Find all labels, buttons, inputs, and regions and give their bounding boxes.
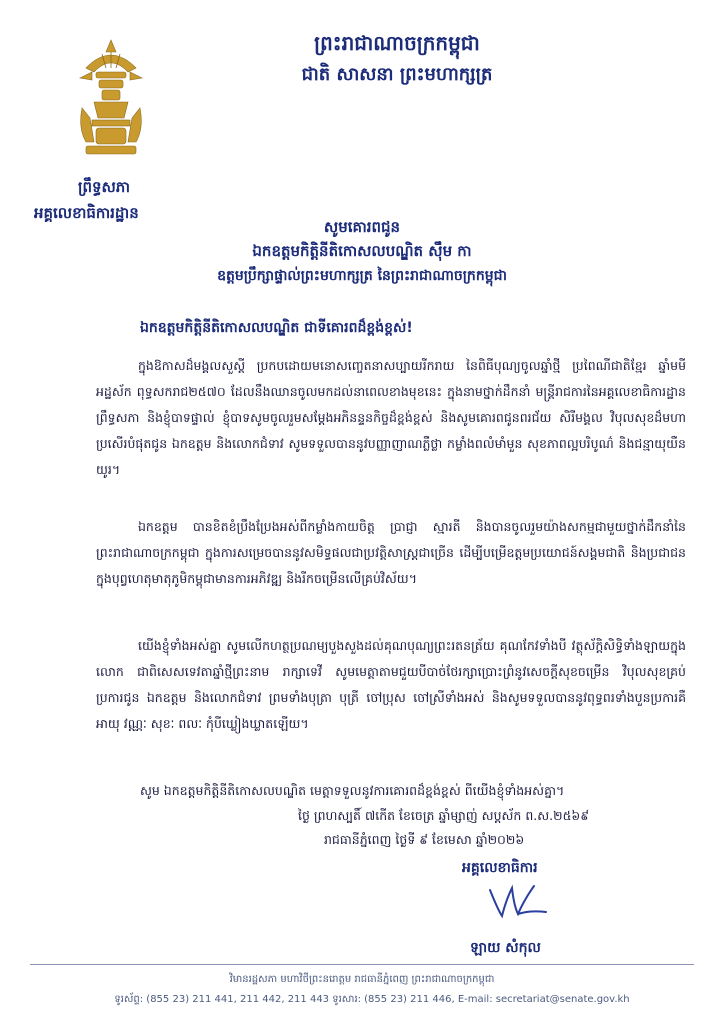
- institution-name: ព្រឹទ្ធសភា: [78, 178, 131, 196]
- recipient-title: ឧត្តមប្រឹក្សាផ្ទាល់ព្រះមហាក្សត្រ នៃព្រះរាជាណាចក្រកម្ពុជា: [217, 268, 507, 284]
- solar-date: រាជធានីភ្នំពេញ ថ្ងៃទី ៩ ខែមេសា ឆ្នាំ២០២៦: [324, 832, 525, 847]
- body-paragraph-1: ក្នុងឱកាសដ៏មង្គលសួស្តី ប្រកបដោយមនោសញ្ចេតនាសប្បាយរីករាយ នៃពិធីបុណ្យចូលឆ្នាំថ្មី ប្រពៃណីជាតិខ្មែរ ឆ្នាំមមី អដ្ឋស័ក ពុទ្ធសករាជ២៥៧០ ដែលនឹងឈានចូលមកដល់នាពេលខាងមុខនេះ ក្នុងនាមថ្នាក់ដឹកនាំ មន្ត្រីរាជការនៃអគ្គលេខាធិការដ្ឋានព្រឹទ្ធសភា និងខ្ញុំបាទផ្ទាល់ ខ្ញុំបាទសូមចូលរួមសម្តែងអភិនន្ទនកិច្ចដ៏ខ្ពង់ខ្ពស់ និងសូមគោរពជូនពរជ័យ សិរីមង្គល វិបុលសុខដ៏មហាប្រសើរបំផុតជូន ឯកឧត្តម និងលោកជំទាវ សូមទទួលបាននូវបញ្ញាញាណភ្លឺថ្លា កម្លាំងពលំមាំមួន សុខភាពល្អបរិបូណ៌ និងជន្មាយុយឺនយូរ។: [96, 358, 686, 477]
- department-name: អគ្គលេខាធិការដ្ឋាន: [34, 204, 139, 222]
- footer-address: វិមានរដ្ឋសភា មហាវិថីព្រះនរោត្តម រាជធានីភ្នំពេញ ព្រះរាជាណាចក្រកម្ពុជា: [229, 974, 495, 985]
- senate-emblem-icon: [72, 38, 150, 158]
- footer-divider: [30, 964, 694, 965]
- salutation: ឯកឧត្តមកិត្តិនីតិកោសលបណ្ឌិត ជាទីគោរពដ៏ខ្ពង់ខ្ពស់!: [140, 320, 413, 336]
- kingdom-title: ព្រះរាជាណាចក្រកម្ពុជា: [314, 31, 480, 55]
- recipient-greeting: សូមគោរពជូន: [323, 218, 401, 236]
- body-paragraph-2: ឯកឧត្តម បានខិតខំប្រឹងប្រែងអស់ពីកម្លាំងកាយចិត្ត ប្រាជ្ញា ស្មារតី និងបានចូលរួមយ៉ាងសកម្មជាមួយថ្នាក់ដឹកនាំនៃព្រះរាជាណាចក្រកម្ពុជា ក្នុងការសម្រេចបាននូវសមិទ្ធផលជាប្រវត្តិសាស្ត្រជាច្រើន ដើម្បីបម្រើឧត្តមប្រយោជន៍សង្គមជាតិ និងប្រជាជន ក្នុងបុព្វហេតុមាតុភូមិកម្ពុជាមានការអភិវឌ្ឍ និងរីកចម្រើនលើគ្រប់វិស័យ។: [96, 519, 686, 586]
- signatory-name: ឡាយ សំកុល: [470, 940, 541, 956]
- handwritten-signature: [484, 880, 554, 926]
- body-paragraph-3: យើងខ្ញុំទាំងអស់គ្នា សូមលើកហត្ថប្រណម្យបួងសួងដល់គុណបុណ្យព្រះរតនត្រ័យ គុណកែវទាំងបី វត្ថុស័ក្តិសិទ្ធិទាំងឡាយក្នុងលោក ជាពិសេសទេវតាឆ្នាំថ្មីព្រះនាម រាក្សាទេវី សូមមេត្តាតាមជួយបីបាច់ថែរក្សាប្រោះព្រំនូវសេចក្តីសុខចម្រើន វិបុលសុខគ្រប់ប្រការជូន ឯកឧត្តម និងលោកជំទាវ ព្រមទាំងបុត្រា បុត្រី ចៅប្រុស ចៅស្រីទាំងអស់ និងសូមទទួលបាននូវពុទ្ធពរទាំងបួនប្រការគឺ អាយុ វណ្ណៈ សុខៈ ពលៈ កុំបីឃ្លៀងឃ្លាតឡើយ។: [96, 638, 686, 731]
- footer-contact: ទូរស័ព្ទ: (855 23) 211 441, 211 442, 211 443 ទូរសារ: (855 23) 211 446, E-mail: secretariat@senate.gov.kh: [114, 994, 630, 1005]
- recipient-name: ឯកឧត្តមកិត្តិនីតិកោសលបណ្ឌិត ស៊ឹម កា: [252, 242, 472, 260]
- national-motto: ជាតិ សាសនា ព្រះមហាក្សត្រ: [301, 64, 493, 85]
- closing-paragraph: សូម ឯកឧត្តមកិត្តិនីតិកោសលបណ្ឌិត មេត្តាទទួលនូវការគោរពដ៏ខ្ពង់ខ្ពស់ ពីយើងខ្ញុំទាំងអស់គ្នា។: [140, 783, 565, 798]
- signatory-title: អគ្គលេខាធិការ: [462, 860, 538, 876]
- lunar-date: ថ្ងៃ ព្រហស្បតិ៍ ៧កើត ខែចេត្រ ឆ្នាំម្សាញ់ សប្តស័ក ព.ស.២៥៦៩: [298, 808, 590, 823]
